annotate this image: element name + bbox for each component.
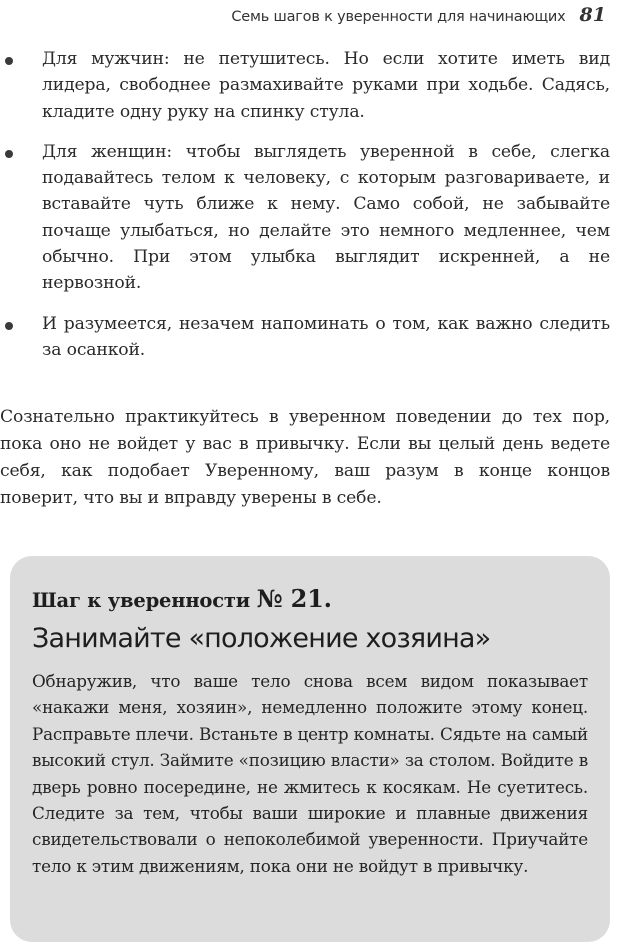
bullet-list	[0, 46, 620, 377]
list-item	[0, 311, 620, 364]
page-number: 81	[579, 4, 606, 26]
bullet-text: Для мужчин: не петушитесь. Но если хотите иметь вид лидера, свободнее размахивайте руками при ходьбе. Садясь, кладите одну руку на спинку стула.	[42, 49, 610, 122]
body-paragraph: Сознательно практикуйтесь в уверенном поведении до тех пор, пока оно не войдет у вас в привычку. Если вы целый день ведете себя, как подобает Уверенному, ваш разум в конце концов поверит, что вы и вправду уверены в себе.	[0, 407, 610, 508]
step-heading: Занимайте «положение хозяина»	[32, 623, 491, 654]
step-body-text: Обнаружив, что ваше тело снова всем видом показывает «накажи меня, хозяин», немедленно положите этому конец. Расправьте плечи. Встаньте в центр комнаты. Сядьте на самый высокий стул. Займите «позицию власти» за столом. Войдите в дверь ровно посередине, не жмитесь к косякам. Не суетитесь. Следите за тем, чтобы ваши широкие и плавные движения свидетельствовали о непоколебимой уверенности. Приучайте тело к этим движениям, пока они не войдут в привычку.	[32, 671, 588, 876]
running-header	[231, 4, 606, 26]
bullet-icon	[5, 57, 13, 65]
step-sidebar-box	[10, 556, 610, 942]
running-header-title: Семь шагов к уверенности для начинающих	[231, 9, 566, 25]
step-number: № 21.	[256, 584, 332, 613]
bullet-text: И разумеется, незачем напоминать о том, как важно следить за осанкой.	[42, 313, 610, 360]
bullet-icon	[5, 322, 13, 330]
bullet-icon	[5, 150, 13, 158]
step-label-text: Шаг к уверенности	[32, 589, 257, 612]
bullet-text: Для женщин: чтобы выглядеть уверенной в себе, слегка подавайтесь телом к человеку, с которым разговариваете, и вставайте чуть ближе к нему. Само собой, не забывайте почаще улыбаться, но делайте это немного медленнее, чем обычно. При этом улыбка выглядит искренней, а не нервозной.	[42, 141, 610, 294]
list-item	[0, 46, 620, 125]
step-label	[32, 584, 588, 613]
list-item	[0, 139, 620, 297]
